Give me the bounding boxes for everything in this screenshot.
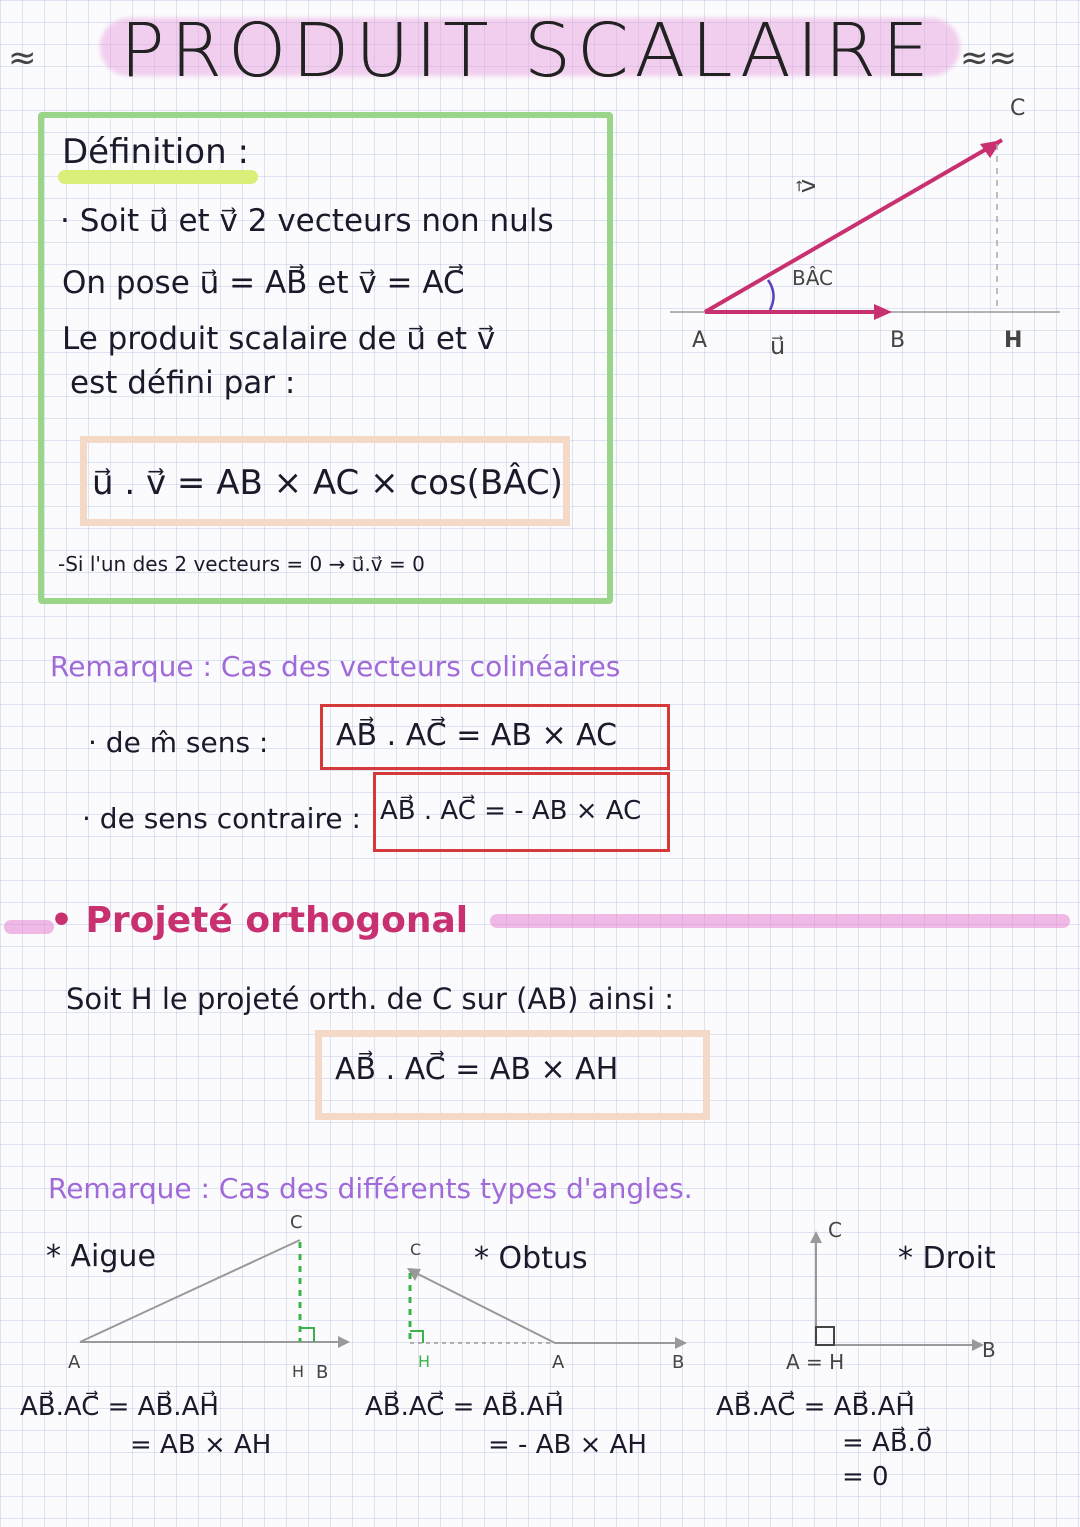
fig1-label-angle: BÂC — [792, 266, 834, 290]
projection-line: Soit H le projeté orth. de C sur (AB) ainsi : — [66, 982, 675, 1016]
right-label-ah: A = H — [786, 1350, 845, 1374]
obtuse-label-a: A — [552, 1352, 565, 1373]
title-squiggle-right: ≈≈ — [960, 38, 1017, 78]
definition-line3: Le produit scalaire de u⃗ et v⃗ — [62, 321, 496, 357]
fig1-label-a: A — [692, 328, 708, 353]
right-eq3: = 0 — [842, 1462, 889, 1492]
definition-line1: · Soit u⃗ et v⃗ 2 vecteurs non nuls — [60, 203, 554, 239]
acute-label-h: H — [292, 1362, 305, 1381]
fig1-label-c: C — [1010, 96, 1026, 121]
acute-title: * Aigue — [46, 1239, 156, 1274]
right-figure — [800, 1225, 1000, 1355]
definition-note: -Si l'un des 2 vecteurs = 0 → u⃗.v⃗ = 0 — [58, 552, 425, 576]
obtuse-eq1: AB⃗.AC⃗ = AB⃗.AH⃗ — [365, 1392, 564, 1422]
vector-ab-arrowhead — [874, 304, 892, 320]
obtuse-label-b: B — [672, 1352, 685, 1373]
angle-arc — [768, 280, 774, 310]
definition-line4: est défini par : — [70, 365, 296, 401]
definition-line2: On pose u⃗ = AB⃗ et v⃗ = AC⃗ — [62, 265, 465, 301]
remark2-heading: Remarque : Cas des différents types d'angles. — [48, 1172, 693, 1205]
vector-figure — [660, 100, 1070, 360]
acute-label-a: A — [68, 1352, 81, 1373]
remark1-heading: Remarque : Cas des vecteurs colinéaires — [50, 650, 621, 683]
right-label-c: C — [828, 1218, 842, 1242]
remark1-same-formula: AB⃗ . AC⃗ = AB × AC — [336, 718, 618, 753]
acute-eq1: AB⃗.AC⃗ = AB⃗.AH⃗ — [20, 1392, 219, 1422]
vector-ac — [705, 140, 1002, 312]
acute-label-c: C — [290, 1212, 303, 1233]
page-title: PRODUIT SCALAIRE — [120, 8, 935, 94]
right-title: * Droit — [898, 1241, 996, 1276]
fig1-label-v: v⃗ — [793, 178, 822, 194]
fig1-label-b: B — [890, 328, 906, 353]
definition-formula: u⃗ . v⃗ = AB × AC × cos(BÂC) — [92, 463, 563, 503]
acute-figure — [60, 1220, 360, 1360]
remark1-opposite-formula: AB⃗ . AC⃗ = - AB × AC — [380, 796, 642, 826]
projection-heading: • Projeté orthogonal — [50, 900, 469, 941]
obtuse-eq2: = - AB × AH — [488, 1430, 647, 1460]
remark1-opposite-label: · de sens contraire : — [82, 802, 361, 835]
definition-highlight — [58, 170, 258, 184]
acute-label-b: B — [316, 1362, 329, 1383]
right-eq2: = AB⃗.0⃗ — [842, 1428, 933, 1458]
remark1-same-label: · de m̂ sens : — [88, 726, 269, 759]
obtuse-label-c: C — [410, 1240, 422, 1259]
obtuse-label-h: H — [418, 1352, 431, 1371]
fig1-label-h: H — [1004, 328, 1023, 353]
acute-eq2: = AB × AH — [130, 1430, 272, 1460]
definition-heading: Définition : — [62, 132, 249, 172]
right-eq1: AB⃗.AC⃗ = AB⃗.AH⃗ — [716, 1392, 915, 1422]
obtuse-figure — [395, 1255, 695, 1355]
fig1-label-u: u⃗ — [770, 332, 786, 360]
projection-formula: AB⃗ . AC⃗ = AB × AH — [335, 1052, 619, 1087]
obtuse-title: * Obtus — [474, 1241, 588, 1276]
projection-wavy-line — [490, 914, 1070, 928]
projection-wavy-left — [4, 920, 54, 934]
title-squiggle-left: ≈ — [8, 38, 37, 78]
right-label-b: B — [982, 1338, 996, 1362]
